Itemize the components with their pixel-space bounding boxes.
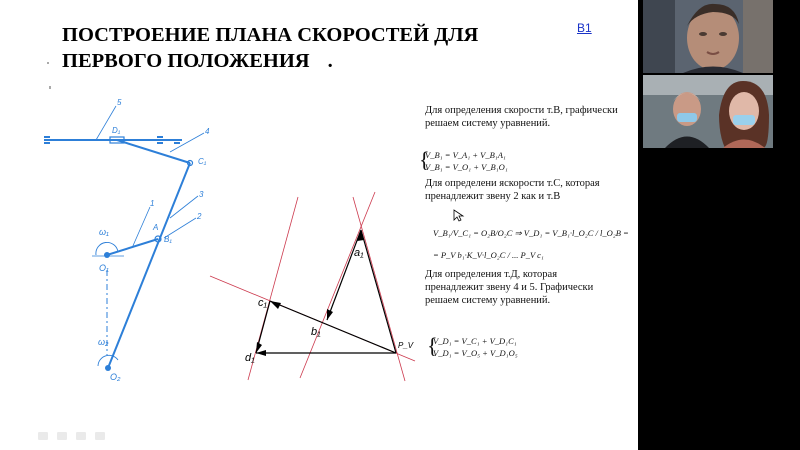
vector-pv-a1 xyxy=(361,230,396,353)
construction-line xyxy=(300,192,375,378)
label-omega2: ω₂ xyxy=(98,337,109,347)
joint-o2 xyxy=(105,365,111,371)
vector-a1-b1 xyxy=(327,230,361,320)
label-c1-plan: c₁ xyxy=(258,297,267,309)
support-mark xyxy=(174,142,180,144)
mouse-cursor-icon xyxy=(454,210,463,221)
slide-controls xyxy=(38,432,105,440)
label-c1: C₁ xyxy=(198,157,207,166)
equation-system-2: { V_D₁ = V_C₁ + V_D₁C₁ V_D₁ = V_O₅ + V_D₁O₅ xyxy=(427,333,518,358)
support-mark xyxy=(44,136,50,138)
link-3 xyxy=(108,163,190,368)
video-tile-presenter[interactable] xyxy=(643,0,773,73)
arrow-head xyxy=(256,342,262,353)
support-mark xyxy=(44,142,50,144)
label-link-4: 4 xyxy=(205,127,210,136)
support-mark xyxy=(157,142,163,144)
label-link-3: 3 xyxy=(199,190,204,199)
vector-pv-c1 xyxy=(270,301,396,353)
omega2-arc xyxy=(98,355,118,366)
label-b1-plan: b₁ xyxy=(311,326,321,338)
text-velocity-d: Для определения т.Д, которая пренадлежит звену 4 и 5. Графически решаем систему уравнений. xyxy=(425,269,594,306)
title-line-2: ПЕРВОГО ПОЛОЖЕНИЯ . xyxy=(62,50,333,72)
label-a: A xyxy=(153,223,159,232)
title-line-1: ПОСТРОЕНИЕ ПЛАНА СКОРОСТЕЙ ДЛЯ xyxy=(62,24,479,46)
leader-3 xyxy=(170,196,198,218)
text-velocity-c: Для определени яскорости т.С, которая пренадлежит звену 2 как и т.В xyxy=(425,178,600,202)
pen-icon[interactable] xyxy=(57,432,67,440)
presenter-video xyxy=(643,0,773,73)
velocity-plan xyxy=(210,192,415,381)
label-o2: O₂ xyxy=(110,372,121,382)
label-link-1: 1 xyxy=(150,199,155,208)
arrow-head xyxy=(327,309,333,320)
label-b1: B₁ xyxy=(164,235,172,244)
room-video xyxy=(643,75,773,148)
label-d1-plan: d₁ xyxy=(245,352,255,364)
arrow-head xyxy=(270,301,281,309)
label-a1: a₁ xyxy=(354,247,364,259)
equation-system-1: { V_B₁ = V_A₁ + V_B₁A₁ V_B₁ = V_O₁ + V_B₁O₁ xyxy=(419,147,508,172)
label-omega1: ω₁ xyxy=(99,227,109,237)
equation-ratio: V_B₁/V_C₁ = O₂B/O₂C ⇒ V_D₁ = V_B₁·l_O₂C / l_O₂B = = P_V b₁·K_V·l_O₂C / ... P_V c₁ xyxy=(433,228,629,260)
mechanism-diagram xyxy=(44,98,210,382)
label-d1: D₁ xyxy=(112,126,121,135)
label-o1: O₁ xyxy=(99,263,109,273)
prev-slide-icon[interactable] xyxy=(38,432,48,440)
b1-link[interactable]: В1 xyxy=(577,21,592,35)
label-pv: P_V xyxy=(398,341,414,350)
label-link-5: 5 xyxy=(117,98,122,107)
joint-o1 xyxy=(104,252,110,258)
video-tile-room[interactable] xyxy=(643,75,773,148)
support-mark xyxy=(157,136,163,138)
next-slide-icon[interactable] xyxy=(95,432,105,440)
label-link-2: 2 xyxy=(197,212,202,221)
text-velocity-b: Для определения скорости т.В, графически решаем систему уравнений. xyxy=(425,105,618,129)
menu-icon[interactable] xyxy=(76,432,86,440)
